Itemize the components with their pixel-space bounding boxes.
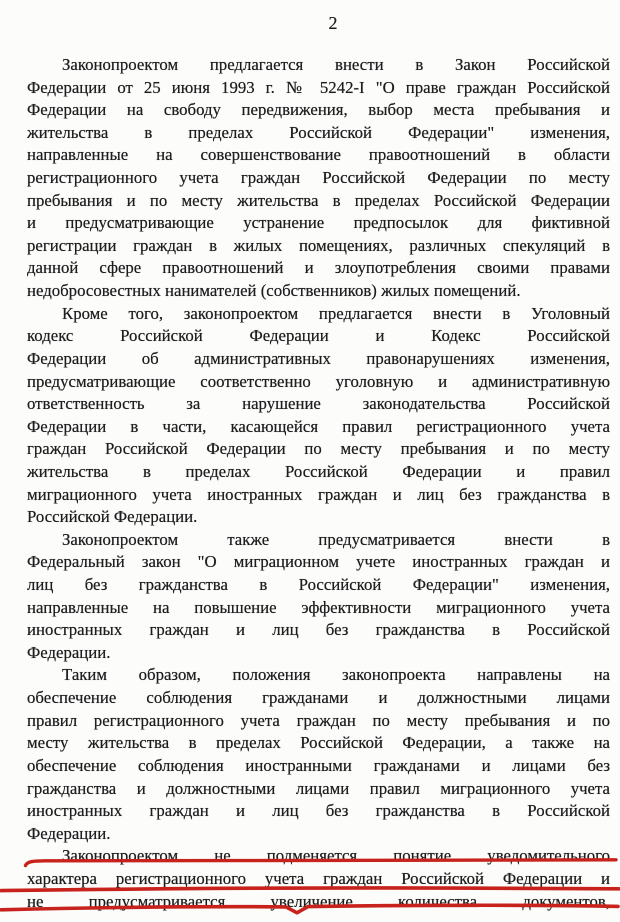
text-line: жительства в пределах Российской Федерации и правил [27, 461, 610, 481]
text-line: Федеральный закон "О миграционном учете иностранных граждан и [27, 552, 610, 572]
text-line: направленные на повышение эффективности миграционного учета [27, 597, 610, 617]
text-line: граждан Российской Федерации по месту пребывания и по месту [27, 439, 610, 459]
paragraph [27, 529, 610, 665]
text-line: Российской Федерации. [27, 507, 198, 527]
text-line: обеспечение соблюдения иностранными гражданами и лицами без [27, 755, 610, 775]
text-line: Федерации об административных правонарушениях изменения, [27, 348, 610, 368]
text-line: иностранных граждан и лиц без гражданства в Российской [27, 801, 610, 821]
text-line: иностранных граждан и лиц без гражданства в Российской [27, 620, 610, 640]
document-body [27, 54, 610, 913]
text-line: пребывания и по месту жительства в пределах Российской Федерации [27, 190, 610, 210]
text-line: жительства в пределах Российской Федерации" изменения, [27, 122, 610, 142]
text-line: ответственность за нарушение законодательства Российской [27, 394, 610, 414]
page-number: 2 [328, 13, 338, 33]
text-line: Федерации в части, касающейся правил регистрационного учета [27, 416, 610, 436]
text-line: Таким образом, положения законопроекта направлены на [62, 665, 610, 685]
text-line: данной сфере правоотношений и злоупотребления своими правами [27, 258, 610, 278]
text-line: Законопроектом не подменяется понятие уведомительного [62, 846, 610, 866]
text-line: кодекс Российской Федерации и Кодекс Российской [27, 326, 610, 346]
text-line: недобросовестных нанимателей (собственников) жилых помещений. [27, 281, 521, 301]
text-line: не предусматривается увеличение количества документов, [27, 891, 610, 911]
text-line: предусматривающие соответственно уголовную и административную [27, 371, 610, 391]
text-line: правил регистрационного учета граждан по месту пребывания и по [27, 710, 610, 730]
text-line: лиц без гражданства в Российской Федерации" изменения, [27, 575, 610, 595]
paragraph [27, 54, 610, 303]
text-line: гражданства и должностными лицами правил миграционного учета [27, 778, 610, 798]
text-line: направленные на совершенствование правоотношений в области [27, 145, 610, 165]
paragraph [27, 303, 610, 529]
text-line: и предусматривающие устранение предпосылок для фиктивной [27, 213, 610, 233]
text-line: регистрационного учета граждан Российской Федерации по месту [27, 168, 610, 188]
text-line: Федерации. [27, 642, 111, 662]
text-line: обеспечение соблюдения гражданами и должностными лицами [27, 688, 610, 708]
text-line: миграционного учета иностранных граждан и лиц без гражданства в [27, 484, 610, 504]
text-line: Федерации. [27, 823, 111, 843]
text-line: Федерации от 25 июня 1993 г. № 5242-I "О праве граждан Российской [27, 77, 610, 97]
text-line: Федерации на свободу передвижения, выбор места пребывания и [27, 100, 610, 120]
text-line: месту жительства в пределах Российской Федерации, а также на [27, 733, 610, 753]
text-line: регистрации граждан в жилых помещениях, различных спекуляций в [27, 235, 610, 255]
text-line: Законопроектом также предусматривается внести в [62, 529, 610, 549]
text-line: характера регистрационного учета граждан Российской Федерации и [27, 868, 610, 888]
text-line: Законопроектом предлагается внести в Закон Российской [62, 55, 610, 74]
paragraph [27, 664, 610, 845]
text-line: Кроме того, законопроектом предлагается внести в Уголовный [62, 303, 610, 323]
paragraph [27, 845, 610, 913]
